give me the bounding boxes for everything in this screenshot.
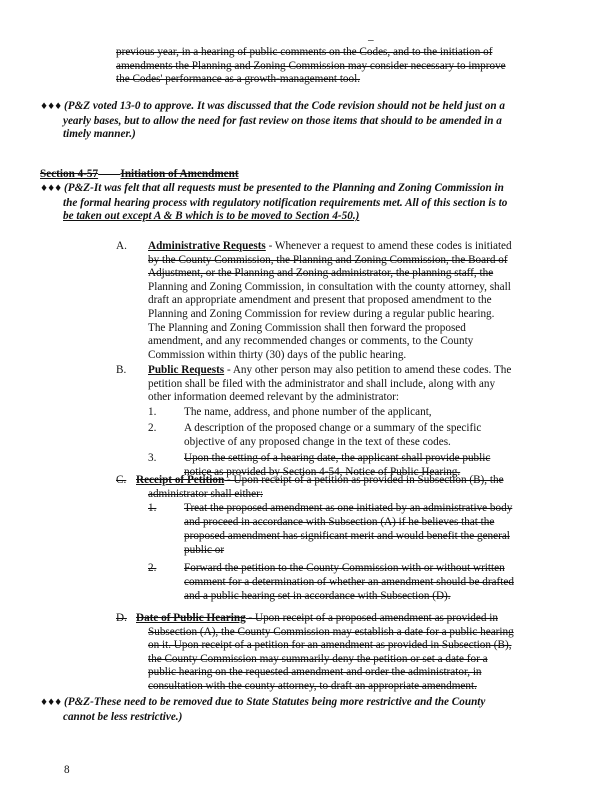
- text-line: and a public hearing set in accordance with Subsection (D).: [184, 590, 451, 602]
- text-line: yearly bases, but to allow the need for fast review on those items that should to be amended in a: [63, 114, 502, 127]
- page-number: 8: [64, 764, 70, 776]
- text-line: previous year, in a hearing of public comments on the Codes, and to the initiation of: [116, 46, 493, 58]
- pz-note-1: [40, 100, 505, 142]
- bullet-marker: ♦♦♦: [40, 698, 62, 708]
- pz-note-2: [40, 182, 507, 224]
- text-line: Commission within thirty (30) days of the public hearing.: [148, 348, 407, 361]
- text-line: Upon the setting of a hearing date, the applicant shall provide public: [184, 452, 491, 464]
- item-a-letter: A.: [116, 240, 127, 252]
- text-line: (P&Z voted 13-0 to approve. It was discussed that the Code revision should not be held just on a: [64, 100, 506, 112]
- list-number: 3.: [148, 452, 157, 464]
- section-title: Initiation of Amendment: [120, 168, 239, 180]
- item-b: [148, 364, 511, 405]
- list-number: 2.: [148, 562, 157, 574]
- section-heading: [40, 168, 239, 182]
- text-line: The name, address, and phone number of the applicant,: [184, 406, 432, 418]
- text-line: Adjustment, or the Planning and Zoning administrator, the planning staff, the: [148, 267, 494, 280]
- pz-note-3: [40, 696, 485, 724]
- text-line: cannot be less restrictive.): [63, 710, 183, 723]
- text-line: - Upon receipt of a petition as provided in Subsection (B), the: [224, 474, 504, 486]
- text-line: Treat the proposed amendment as one initiated by an administrative body: [184, 502, 513, 514]
- item-c: [136, 474, 504, 501]
- bullet-marker: ♦♦♦: [40, 184, 62, 194]
- item-a: [148, 240, 512, 362]
- text-line: notice as provided by Section 4-54, Notice of Public Hearing.: [184, 466, 461, 478]
- text-line: The Planning and Zoning Commission shall then forward the proposed: [148, 321, 466, 334]
- text-line: comment for a determination of whether an amendment should be drafted: [184, 576, 514, 588]
- text-line: the Codes' performance as a growth-management tool.: [116, 73, 361, 86]
- text-line: other information deemed relevant by the administrator:: [148, 391, 400, 404]
- list-number: 2.: [148, 422, 157, 434]
- text-line: (P&Z-It was felt that all requests must be presented to the Planning and Zoning Commission in: [64, 182, 504, 194]
- top-mark: –: [368, 34, 374, 46]
- bullet-marker: ♦♦♦: [40, 102, 62, 112]
- intro-paragraph: [116, 46, 506, 87]
- text-line: Planning and Zoning Commission for review during a regular public hearing.: [148, 307, 495, 320]
- text-line: be taken out except A & B which is to be moved to Section 4-50.): [63, 210, 360, 223]
- text-line: objective of any proposed change in the text of these codes.: [184, 436, 451, 448]
- text-line: the County Commission may summarily deny the petition or set a date for a: [148, 652, 488, 665]
- text-line: proposed amendment has significant merit and would benefit the general: [184, 530, 510, 542]
- text-line: by the County Commission, the Planning and Zoning Commission, the Board of: [148, 253, 508, 266]
- text-line: - Whenever a request to amend these codes is initiated: [265, 240, 512, 252]
- item-heading: Administrative Requests: [148, 240, 266, 252]
- text-line: Planning and Zoning Commission, in consultation with the county attorney, shall: [148, 280, 511, 293]
- text-line: - Any other person may also petition to amend these codes. The: [224, 364, 512, 376]
- text-line: administrator shall either:: [148, 487, 263, 500]
- text-line: the formal hearing process with regulatory notification requirements met. All of this section is to: [63, 196, 508, 209]
- item-heading: Public Requests: [148, 364, 225, 376]
- text-line: - Upon receipt of a proposed amendment as provided in: [245, 612, 498, 624]
- text-line: public hearing on the requested amendment and order the administrator, in: [148, 666, 482, 679]
- item-d: [136, 612, 514, 694]
- list-number: 1.: [148, 502, 157, 514]
- item-heading: Receipt of Petition: [136, 474, 225, 486]
- item-d-letter: D.: [116, 612, 127, 624]
- item-c-letter: C.: [116, 474, 127, 486]
- text-line: A description of the proposed change or a summary of the specific: [184, 422, 482, 434]
- item-heading: Date of Public Hearing: [136, 612, 246, 624]
- text-line: and proceed in accordance with Subsection (A) if he believes that the: [184, 516, 495, 528]
- text-line: consultation with the county attorney, to draft an appropriate amendment.: [148, 679, 477, 692]
- text-line: petition shall be filed with the administrator and shall include, along with any: [148, 377, 496, 390]
- text-line: timely manner.): [63, 128, 136, 141]
- section-label: Section 4-57: [40, 168, 99, 180]
- list-number: 1.: [148, 406, 157, 418]
- text-line: amendments the Planning and Zoning Commission may consider necessary to improve: [116, 59, 506, 72]
- text-line: (P&Z-These need to be removed due to State Statutes being more restrictive and the County: [64, 696, 486, 708]
- text-line: amendment, and any recommended changes or comments, to the County: [148, 335, 474, 348]
- text-line: draft an appropriate amendment and present that proposed amendment to the: [148, 294, 492, 307]
- text-line: Forward the petition to the County Commission with or without written: [184, 562, 505, 574]
- text-line: Subsection (A), the County Commission may establish a date for a public hearing: [148, 625, 514, 638]
- item-b-letter: B.: [116, 364, 127, 376]
- text-line: public or: [184, 544, 225, 556]
- text-line: on it. Upon receipt of a petition for an amendment as provided in Subsection (B),: [148, 639, 512, 652]
